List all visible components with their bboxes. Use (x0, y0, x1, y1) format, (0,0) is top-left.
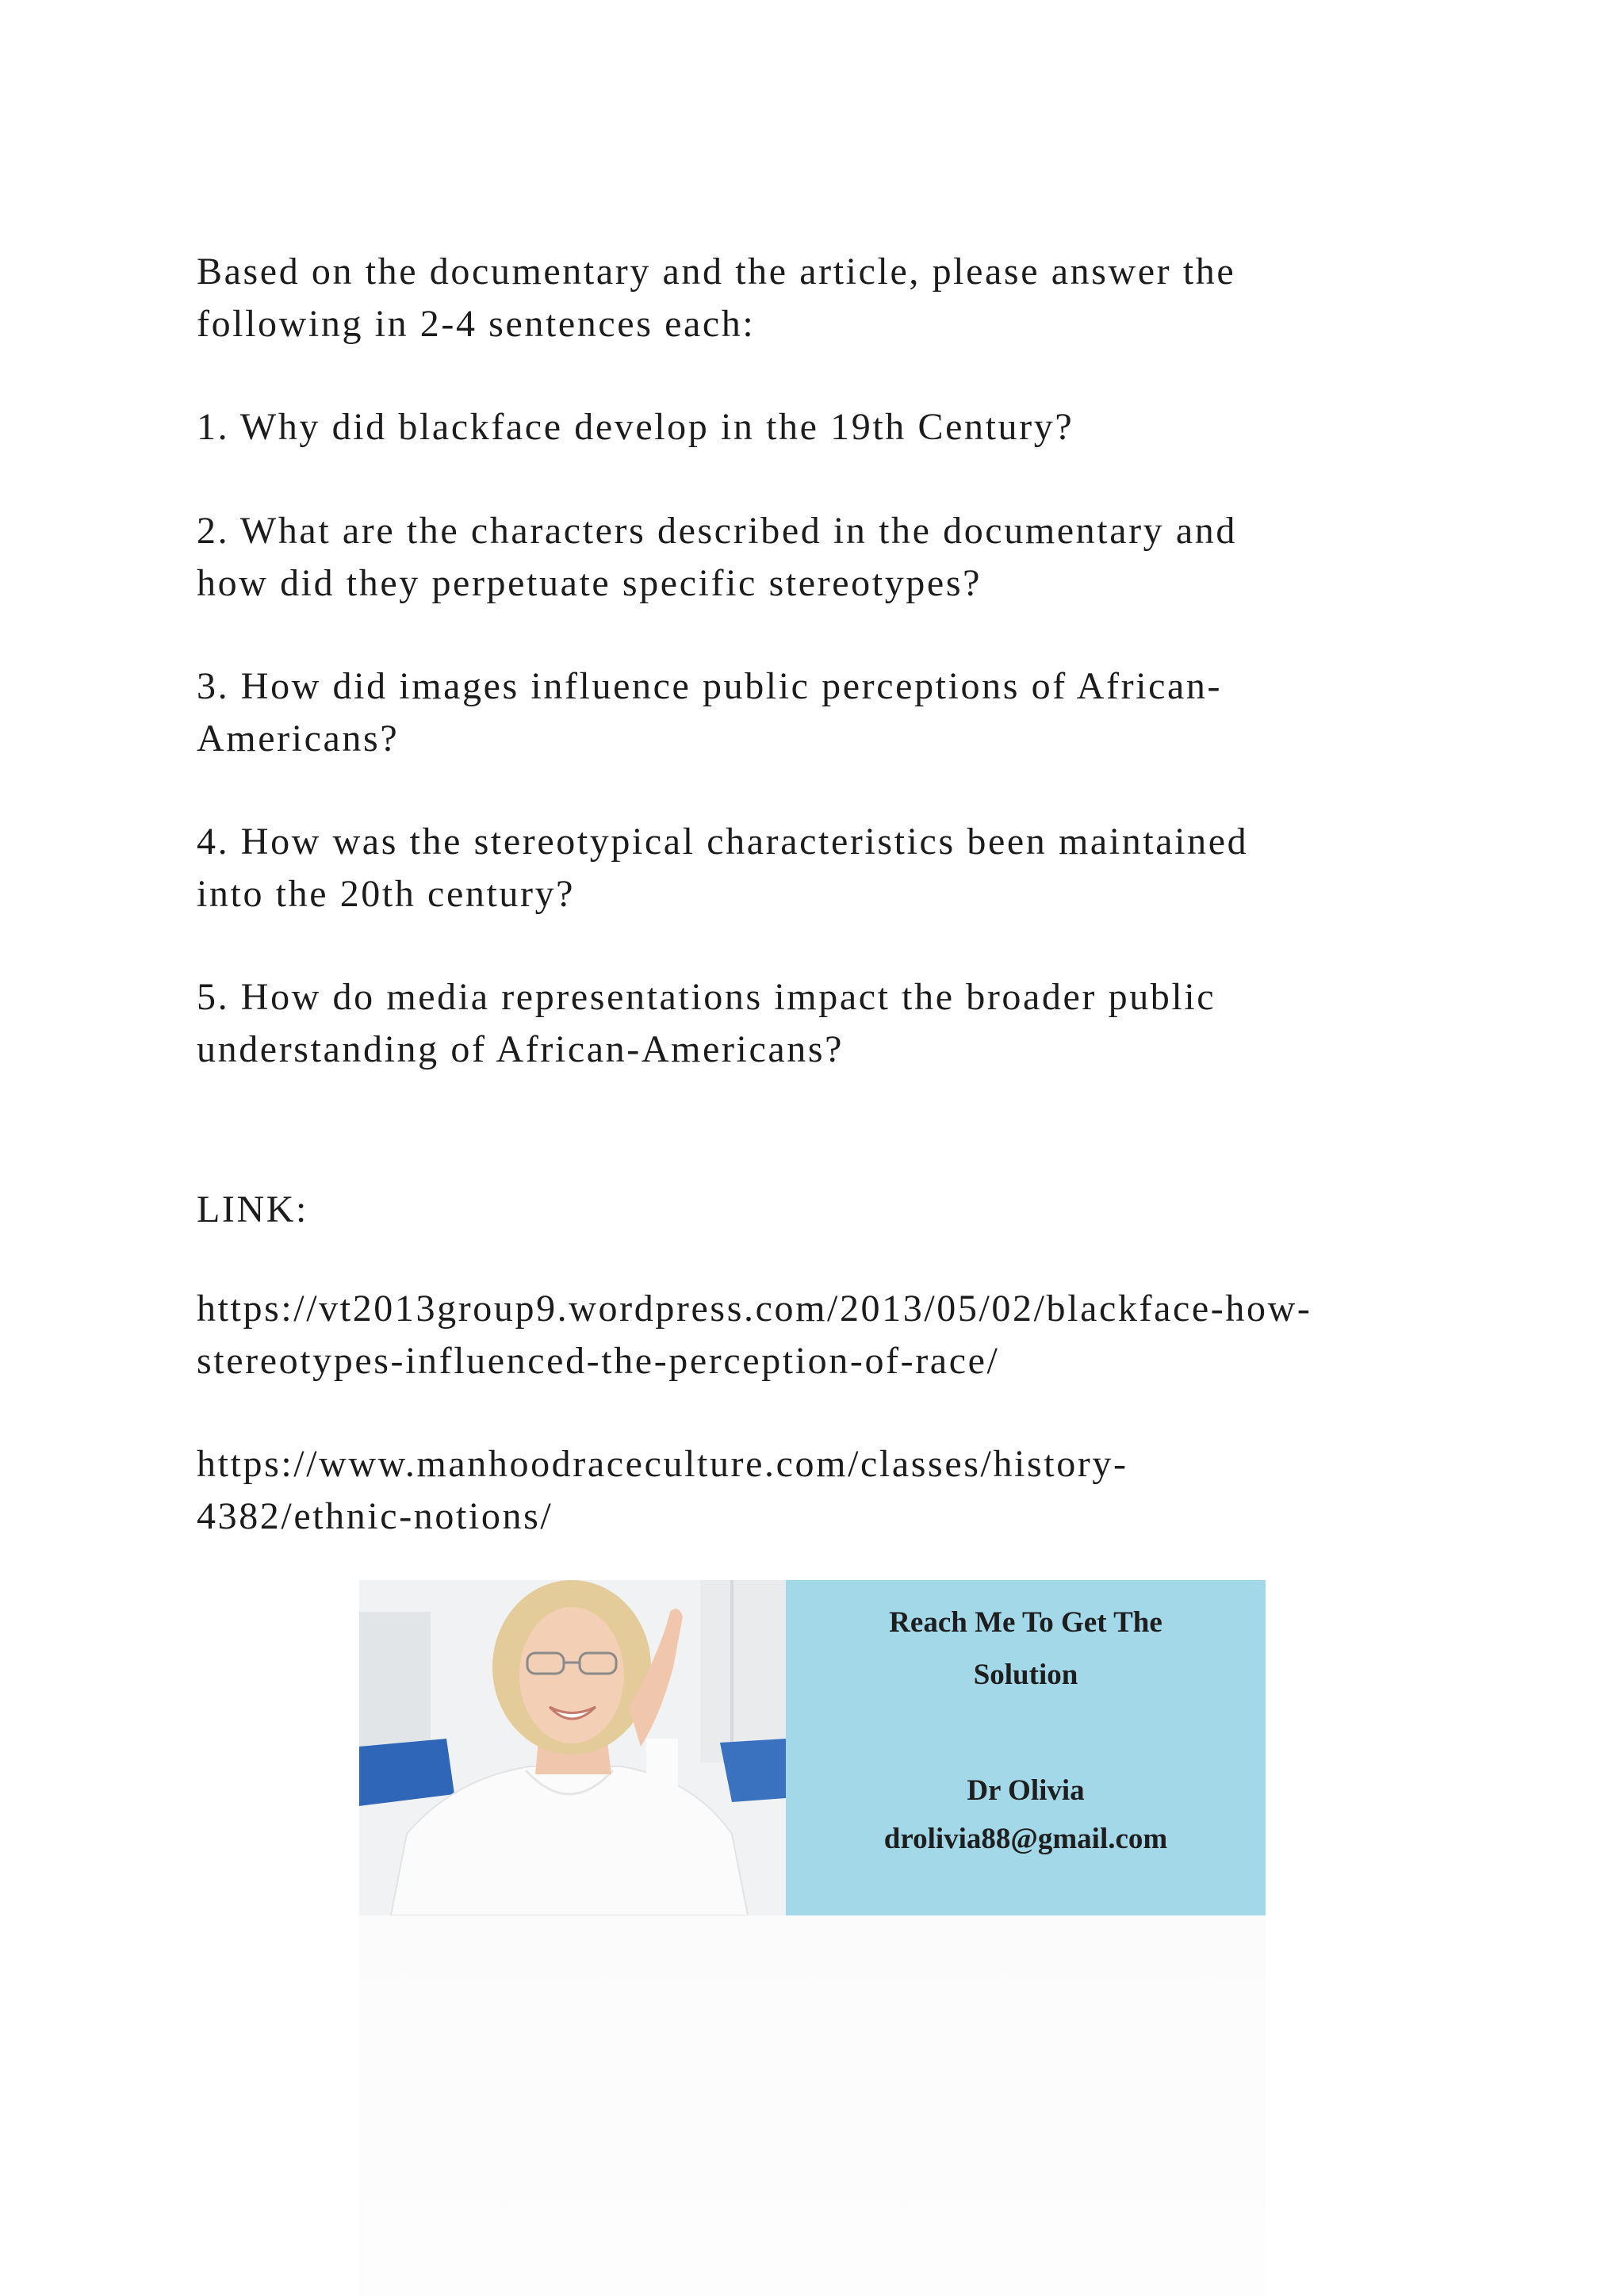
link-line[interactable]: 4382/ethnic-notions/ (197, 1495, 553, 1537)
question-line: 4. How was the stereotypical characteristics been maintained (197, 821, 1249, 863)
blank-image-area (359, 1915, 1266, 2296)
ad-contact-email[interactable]: drolivia88@gmail.com (883, 1823, 1168, 1855)
intro-line: following in 2-4 sentences each: (197, 303, 756, 345)
intro-line: Based on the documentary and the article, please answer the (197, 251, 1236, 293)
intro-paragraph (197, 246, 1465, 350)
question-line: how did they perpetuate specific stereotypes? (197, 562, 982, 604)
question-line: understanding of African-Americans? (197, 1028, 845, 1070)
question-line: 3. How did images influence public perceptions of African- (197, 665, 1223, 707)
ad-banner (359, 1580, 1266, 1915)
ad-headline-line-2: Solution (973, 1659, 1078, 1691)
question-4 (197, 816, 1465, 920)
link-line[interactable]: https://www.manhoodraceculture.com/classes/history- (197, 1443, 1128, 1485)
question-line: 5. How do media representations impact the broader public (197, 976, 1216, 1018)
question-line: Americans? (197, 718, 400, 760)
woman-photo-illustration (359, 1580, 786, 1915)
link-line[interactable]: https://vt2013group9.wordpress.com/2013/05/02/blackface-how- (197, 1288, 1312, 1330)
link-heading (197, 1184, 1465, 1236)
question-line: 2. What are the characters described in the documentary and (197, 510, 1237, 552)
ad-headline-line-1: Reach Me To Get The (889, 1606, 1162, 1639)
link-1[interactable] (197, 1283, 1465, 1387)
ad-contact-panel (786, 1580, 1266, 1915)
link-2[interactable] (197, 1438, 1465, 1543)
question-3 (197, 660, 1465, 765)
ad-contact-name: Dr Olivia (967, 1774, 1085, 1807)
link-line[interactable]: stereotypes-influenced-the-perception-of-race/ (197, 1340, 1000, 1382)
question-line: 1. Why did blackface develop in the 19th Century? (197, 406, 1074, 448)
question-5 (197, 971, 1465, 1076)
link-heading-text: LINK: (197, 1188, 308, 1230)
question-1 (197, 401, 1465, 453)
question-line: into the 20th century? (197, 873, 576, 915)
question-2 (197, 505, 1465, 610)
woman-photo-image (359, 1580, 786, 1915)
